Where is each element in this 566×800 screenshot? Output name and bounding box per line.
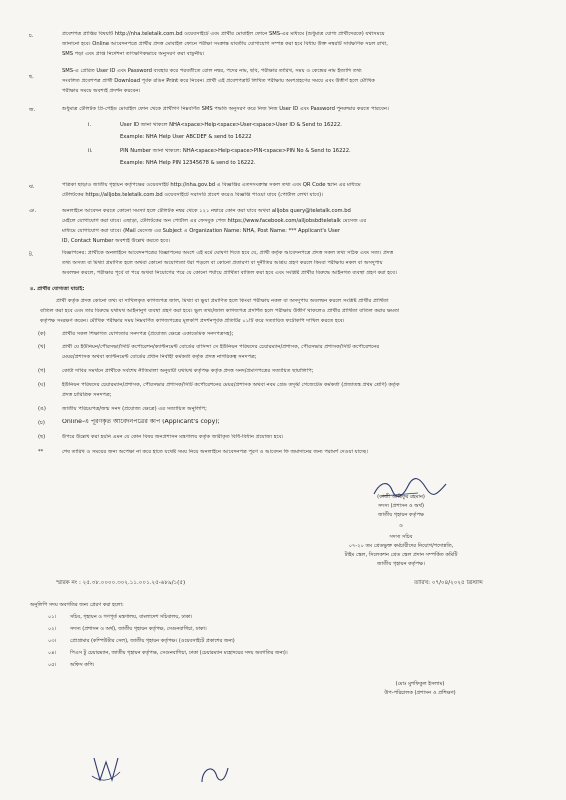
signatory-title: টাইম স্কেল, সিলেকশন গ্রেড স্কেল প্রদান সম্পর্কিত কমিটি bbox=[344, 552, 458, 558]
copy-item: অফিস কপি। bbox=[70, 662, 95, 668]
copy-number: ০২। bbox=[48, 626, 57, 632]
text-line: মেইলে যোগাযোগ করা যাবে। এছাড়া, টেলিটকের অন পোর্টাল এর ফেসবুক পেজ https://www.facebook.com/alljobsbdteletalk মেসেজ এর bbox=[62, 218, 367, 224]
list-item: শেষ তারিখ ও সময়ের জন্য অপেক্ষা না করে হাতে যথেষ্ট সময় নিয়ে অনলাইনে আবেদনপত্র পূরণ ও আবেদন ফি জমাদানের জন্য পরামর্শ দেওয়া যাচ্ছে। bbox=[62, 449, 368, 455]
text-line: SMS-এ প্রেরিত User ID এবং Password ব্যবহার করে পরবর্তীতে রোল নম্বর, পদের নাম, ছবি, পরীক্ষার তারিখ, সময় ও কেন্দ্রের নাম ইত্যাদি তথ্য bbox=[62, 68, 362, 74]
list-item: ইউনিয়ন পরিষদের চেয়ারম্যান/প্রশাসক, পৌরসভার প্রশাসক/সিটি কর্পোরেশনের মেয়র/প্রশাসক অথবা নবম গ্রেড তদূর্ধ্ব গেজেটেড কর্মকর্তা (প্রজাতন্ত্র প্রথম শ্রেণি) কর্তৃক bbox=[62, 382, 400, 388]
item-marker: (গ) bbox=[38, 368, 46, 374]
copy-item: পিএস টু চেয়ারম্যান, জাতীয় গৃহায়ন কর্তৃপক্ষ, সেগুনবাগিচা, ঢাকা (চেয়ারম্যান মহোদয়ের সদয় অবগতির জন্য)। bbox=[70, 650, 288, 656]
item-marker: (ঙ) bbox=[38, 406, 46, 412]
list-number: ii. bbox=[88, 148, 93, 154]
memo-number: স্মারক নং : ২৫.৩৮.০০০০.৩০২.১১.০০১.২৫-৬৮৯/১(৫) bbox=[56, 580, 186, 586]
text-line: Example: NHA Help User ABCDEF & send to 16222 bbox=[120, 134, 252, 140]
section-marker: চ. bbox=[29, 33, 34, 39]
text-line: Example: NHA Help PIN 12345678 & send to 16222. bbox=[120, 160, 256, 166]
section-marker: জ. bbox=[29, 107, 36, 113]
text-line: অবলম্বন করলে, পরীক্ষার পূর্বে বা পরে অথবা নিয়োগের পরে যে কোনো পর্যায়ে প্রার্থিতা বাতিল করা হবে এবং সংশ্লিষ্ট প্রার্থীর বিরুদ্ধে আইনগত ব্যবস্থা গ্রহণ করা হবে। bbox=[62, 270, 397, 276]
copy-item: সচিব, গৃহায়ন ও গণপূর্ত মন্ত্রণালয়, বাংলাদেশ সচিবালয়, ঢাকা। bbox=[70, 614, 193, 620]
text-line: কর্তৃপক্ষ সংরক্ষণ করেন। মৌখিক পরীক্ষার সময় নিম্নবর্ণিত কাগজপত্রের মূলকপি প্রদর্শনপূর্বক প্রতিটির ০১টি করে সত্যায়িত ফটোকপি দাখিল করতে হবে। bbox=[40, 318, 345, 324]
signatory-title: জাতীয় গৃহায়ন কর্তৃপক্ষ। bbox=[377, 561, 425, 567]
section-marker: ঞ. bbox=[29, 208, 37, 214]
text-line: মাধ্যমে যোগাযোগ করা যাবে। (Mail মেসেজ এর Subject এ Organization Name: NHA, Post Name: *** Applicant's User bbox=[62, 228, 340, 234]
text-line: পত্রিকা ছাড়াও জাতীয় গৃহায়ন কর্তৃপক্ষের ওয়েবসাইট http://nha.gov.bd এ বিজ্ঞপ্তির এতদসংক্রান্ত সকল তথ্য এবং QR Code স্ক্যান এর মাধ্যমে bbox=[62, 182, 361, 188]
copy-heading: অনুলিপি সদয় অবগতির জন্য প্রেরণ করা হলো: bbox=[30, 602, 124, 608]
item-marker: ** bbox=[38, 449, 44, 455]
signatory-name: (মোঃ মুশফিকুল ইসলাম) bbox=[395, 681, 445, 687]
signatory-title: সদস্য (প্রশাসন ও অর্থ) bbox=[378, 503, 424, 509]
text-line: SMS পড়া এবং প্রাপ্ত নির্দেশনা তাৎক্ষণিকভাবে অনুসরণ করা বাঞ্ছনীয়। bbox=[62, 51, 205, 57]
signatory-conjunction: ও bbox=[399, 523, 403, 529]
text-line: পরীক্ষার সময়ে অবশ্যই প্রদর্শন করবেন। bbox=[62, 88, 141, 94]
list-item: প্রার্থী যে ইউনিয়ন/পৌরসভা/সিটি কর্পোরেশন/ক্যান্টনমেন্ট বোর্ডের বাসিন্দা সে ইউনিয়ন পরিষদের চেয়ারম্যান/প্রশাসক, পৌরসভার প্রশাসক/সিটি কর্পোরেশনের bbox=[62, 344, 380, 350]
item-marker: (খ) bbox=[38, 344, 46, 350]
signatory-title: ০৭-২০ তম গ্রেডভুক্ত কর্মচারীদের নিয়োগ/পদোন্নতি, bbox=[348, 543, 454, 549]
list-item: মেয়র/প্রশাসক অথবা ক্যান্টনমেন্ট বোর্ডের প্রধান নির্বাহী কর্মকর্তা কর্তৃক প্রদত্ত নাগরিকত্ব সনদপত্র; bbox=[62, 354, 257, 360]
signatory-name: (কাজী আরিফুর রহমান) bbox=[377, 494, 425, 500]
text-line: বিজ্ঞাপনের: প্রার্থীকে অনলাইনে আবেদনপত্রের বিজ্ঞাপনের অংশে এই মর্মে ঘোষণা দিতে হবে যে, প্রার্থী কর্তৃক আবেদনপত্রে প্রদত্ত সকল তথ্য সঠিক এবং সত্য। প্রদত্ত bbox=[62, 250, 394, 256]
text-line: টেলিটকের https://alljobs.teletalk.com.bd ওয়েবসাইটে সরাসরি প্রবেশ করেও বিজ্ঞপ্তি পাওয়া যাবে (পোর্টাল লেখা যাবে)। bbox=[62, 192, 323, 198]
section-marker: ছ. bbox=[29, 74, 34, 80]
item-marker: (ছ) bbox=[38, 434, 46, 440]
item-marker: (চ) bbox=[38, 420, 45, 426]
text-line: তথ্য অসত্য বা মিথ্যা প্রমাণিত হলে অথবা কোনো অযোগ্যতা ধরা পড়লে বা কোনো প্রতারণা বা দুর্নীতির আশ্রয় গ্রহণ করলে কিংবা পরীক্ষায় নকল বা অসদুপায় bbox=[62, 260, 383, 266]
list-item: প্রদত্ত চারিত্রিক সনদপত্র; bbox=[62, 392, 112, 398]
copy-number: ০৪। bbox=[48, 650, 57, 656]
list-number: i. bbox=[88, 122, 92, 128]
text-line: User ID জানা থাকলে NHA<space>Help<space>User<space>User ID & Send to 16222. bbox=[120, 122, 342, 128]
list-item: কোটা দাবির সমর্থনে প্রার্থীকে সর্বশেষ নীতিমালা অনুযায়ী যথাযথ কর্তৃপক্ষ কর্তৃক প্রদত্ত সনদ/প্রমাণপত্রের সত্যায়িত ছায়ালিপি; bbox=[62, 368, 314, 374]
text-line: সংবলিত প্রবেশপত্র প্রার্থী Download পূর্বক রঙিন Print করে নিবেন। প্রার্থী এই প্রবেশপত্রটি লিখিত পরীক্ষায় অংশগ্রহণের সময়ে এবং উত্তীর্ণ হলে মৌখিক bbox=[62, 78, 375, 84]
list-item: Online-এ পূরণকৃত আবেদনপত্রের কপি (Applicant's copy); bbox=[62, 419, 220, 425]
list-item: জাতীয় পরিচয়পত্র/জন্ম সনদ (প্রযোজ্য ক্ষেত্রে) এর সত্যায়িত অনুলিপি; bbox=[62, 406, 207, 412]
text-line: প্রবেশপত্র প্রাপ্তির বিষয়টি http://nha.teletalk.com.bd ওয়েবসাইটে এবং প্রার্থীর মোবাইল ফোনে SMS-এর মাধ্যমে (শুধুমাত্র যোগ্য প্রার্থীদেরকে) যথাসময়ে bbox=[62, 31, 385, 37]
copy-item: সদস্য (প্রশাসন ও অর্থ), জাতীয় গৃহায়ন কর্তৃপক্ষ, সেগুনবাগিচা, ঢাকা। bbox=[70, 626, 207, 632]
copy-item: প্রোগ্রামার (কম্পিউটার সেল), জাতীয় গৃহায়ন কর্তৃপক্ষ। (ওয়েবসাইটে প্রকাশের জন্য) bbox=[70, 638, 235, 644]
text-line: শুধুমাত্র টেলিটক প্রি-পেইড মোবাইল ফোন থেকে প্রার্থীগণ নিম্নবর্ণিত SMS পদ্ধতি অনুসরণ করে নিজ নিজ User ID এবং Password পুনরুদ্ধার করতে পারবেন। bbox=[62, 106, 389, 112]
text-line: জানানো হবে। Online আবেদনপত্রে প্রার্থীর প্রদত্ত মোবাইল ফোনে পরীক্ষা সংক্রান্ত যাবতীয় যোগাযোগ সম্পন্ন করা হবে বিধায় উক্ত নম্বরটি সার্বক্ষণিক সচল রাখা, bbox=[62, 41, 388, 47]
memo-date: তারিখ: ০৭/০৪/২০২৫ খ্রিস্টাব্দ bbox=[414, 580, 483, 586]
signatory-title: জাতীয় গৃহায়ন কর্তৃপক্ষ bbox=[377, 512, 425, 518]
handwritten-mark bbox=[88, 752, 124, 786]
handwritten-mark bbox=[198, 760, 232, 790]
list-item: উপরে উল্লেখ করা হয়নি এমন যে কোন বিষয় জনপ্রশাসন মন্ত্রণালয় কর্তৃক জারীকৃত বিধি-বিধান প্রযোজ্য হবে। bbox=[62, 434, 284, 440]
text-line: প্রার্থী কর্তৃক প্রদত্ত কোনো তথ্য বা দাখিলকৃত কাগজপত্র জাল, মিথ্যা বা ভুয়া প্রমাণিত হলে কিংবা পরীক্ষায় নকল বা অসদুপায় অবলম্বন করলে সংশ্লিষ্ট প্রার্থীর প্রার্থিতা bbox=[56, 298, 389, 304]
list-item: প্রার্থীর সকল শিক্ষাগত যোগ্যতার সনদপত্র (প্রযোজ্য ক্ষেত্রে একাডেমিক সনদপত্রসহ); bbox=[62, 331, 234, 337]
copy-number: ০৩। bbox=[48, 638, 57, 644]
text-line: অনলাইনে আবেদন করতে কোনো সমস্যা হলে টেলিটক নম্বর থেকে ১২১ নম্বারে কোন করা যাবে অথবা alljobs query@teletalk.com.bd bbox=[62, 208, 351, 214]
signatory-title: উপ-পরিচালক (প্রশাসন ও প্রশিক্ষণ) bbox=[384, 690, 456, 696]
section-marker: ঝ. bbox=[29, 184, 35, 190]
signatory-title: সদস্য সচিব bbox=[389, 534, 413, 540]
text-line: PIN Number জানা থাকলে: NHA<space>Help<space>PIN<space>PIN No & Send to 16222. bbox=[120, 148, 351, 154]
text-line: ID, Contact Number অবশ্যই উল্লেখ করতে হবে। bbox=[62, 238, 170, 244]
item-marker: (ক) bbox=[38, 331, 46, 337]
section-heading: ৪. প্রার্থীর যোগ্যতা যাচাই: bbox=[30, 286, 85, 292]
section-marker: ট. bbox=[29, 252, 34, 258]
text-line: বাতিল করা হবে এবং তার বিরুদ্ধে যথাযথ আইনানুগ ব্যবস্থা গ্রহণ করা হবে। ভুল তথ্য/জাল কাগজপত্র প্রদর্শিত হলে পরীক্ষায় উত্তীর্ণ থাকলেও প্রার্থীর প্রার্থিতা বাতিল করার ক্ষমতা bbox=[40, 308, 400, 314]
copy-number: ০১। bbox=[48, 614, 57, 620]
copy-number: ০৫। bbox=[48, 662, 57, 668]
item-marker: (ঘ) bbox=[38, 382, 46, 388]
